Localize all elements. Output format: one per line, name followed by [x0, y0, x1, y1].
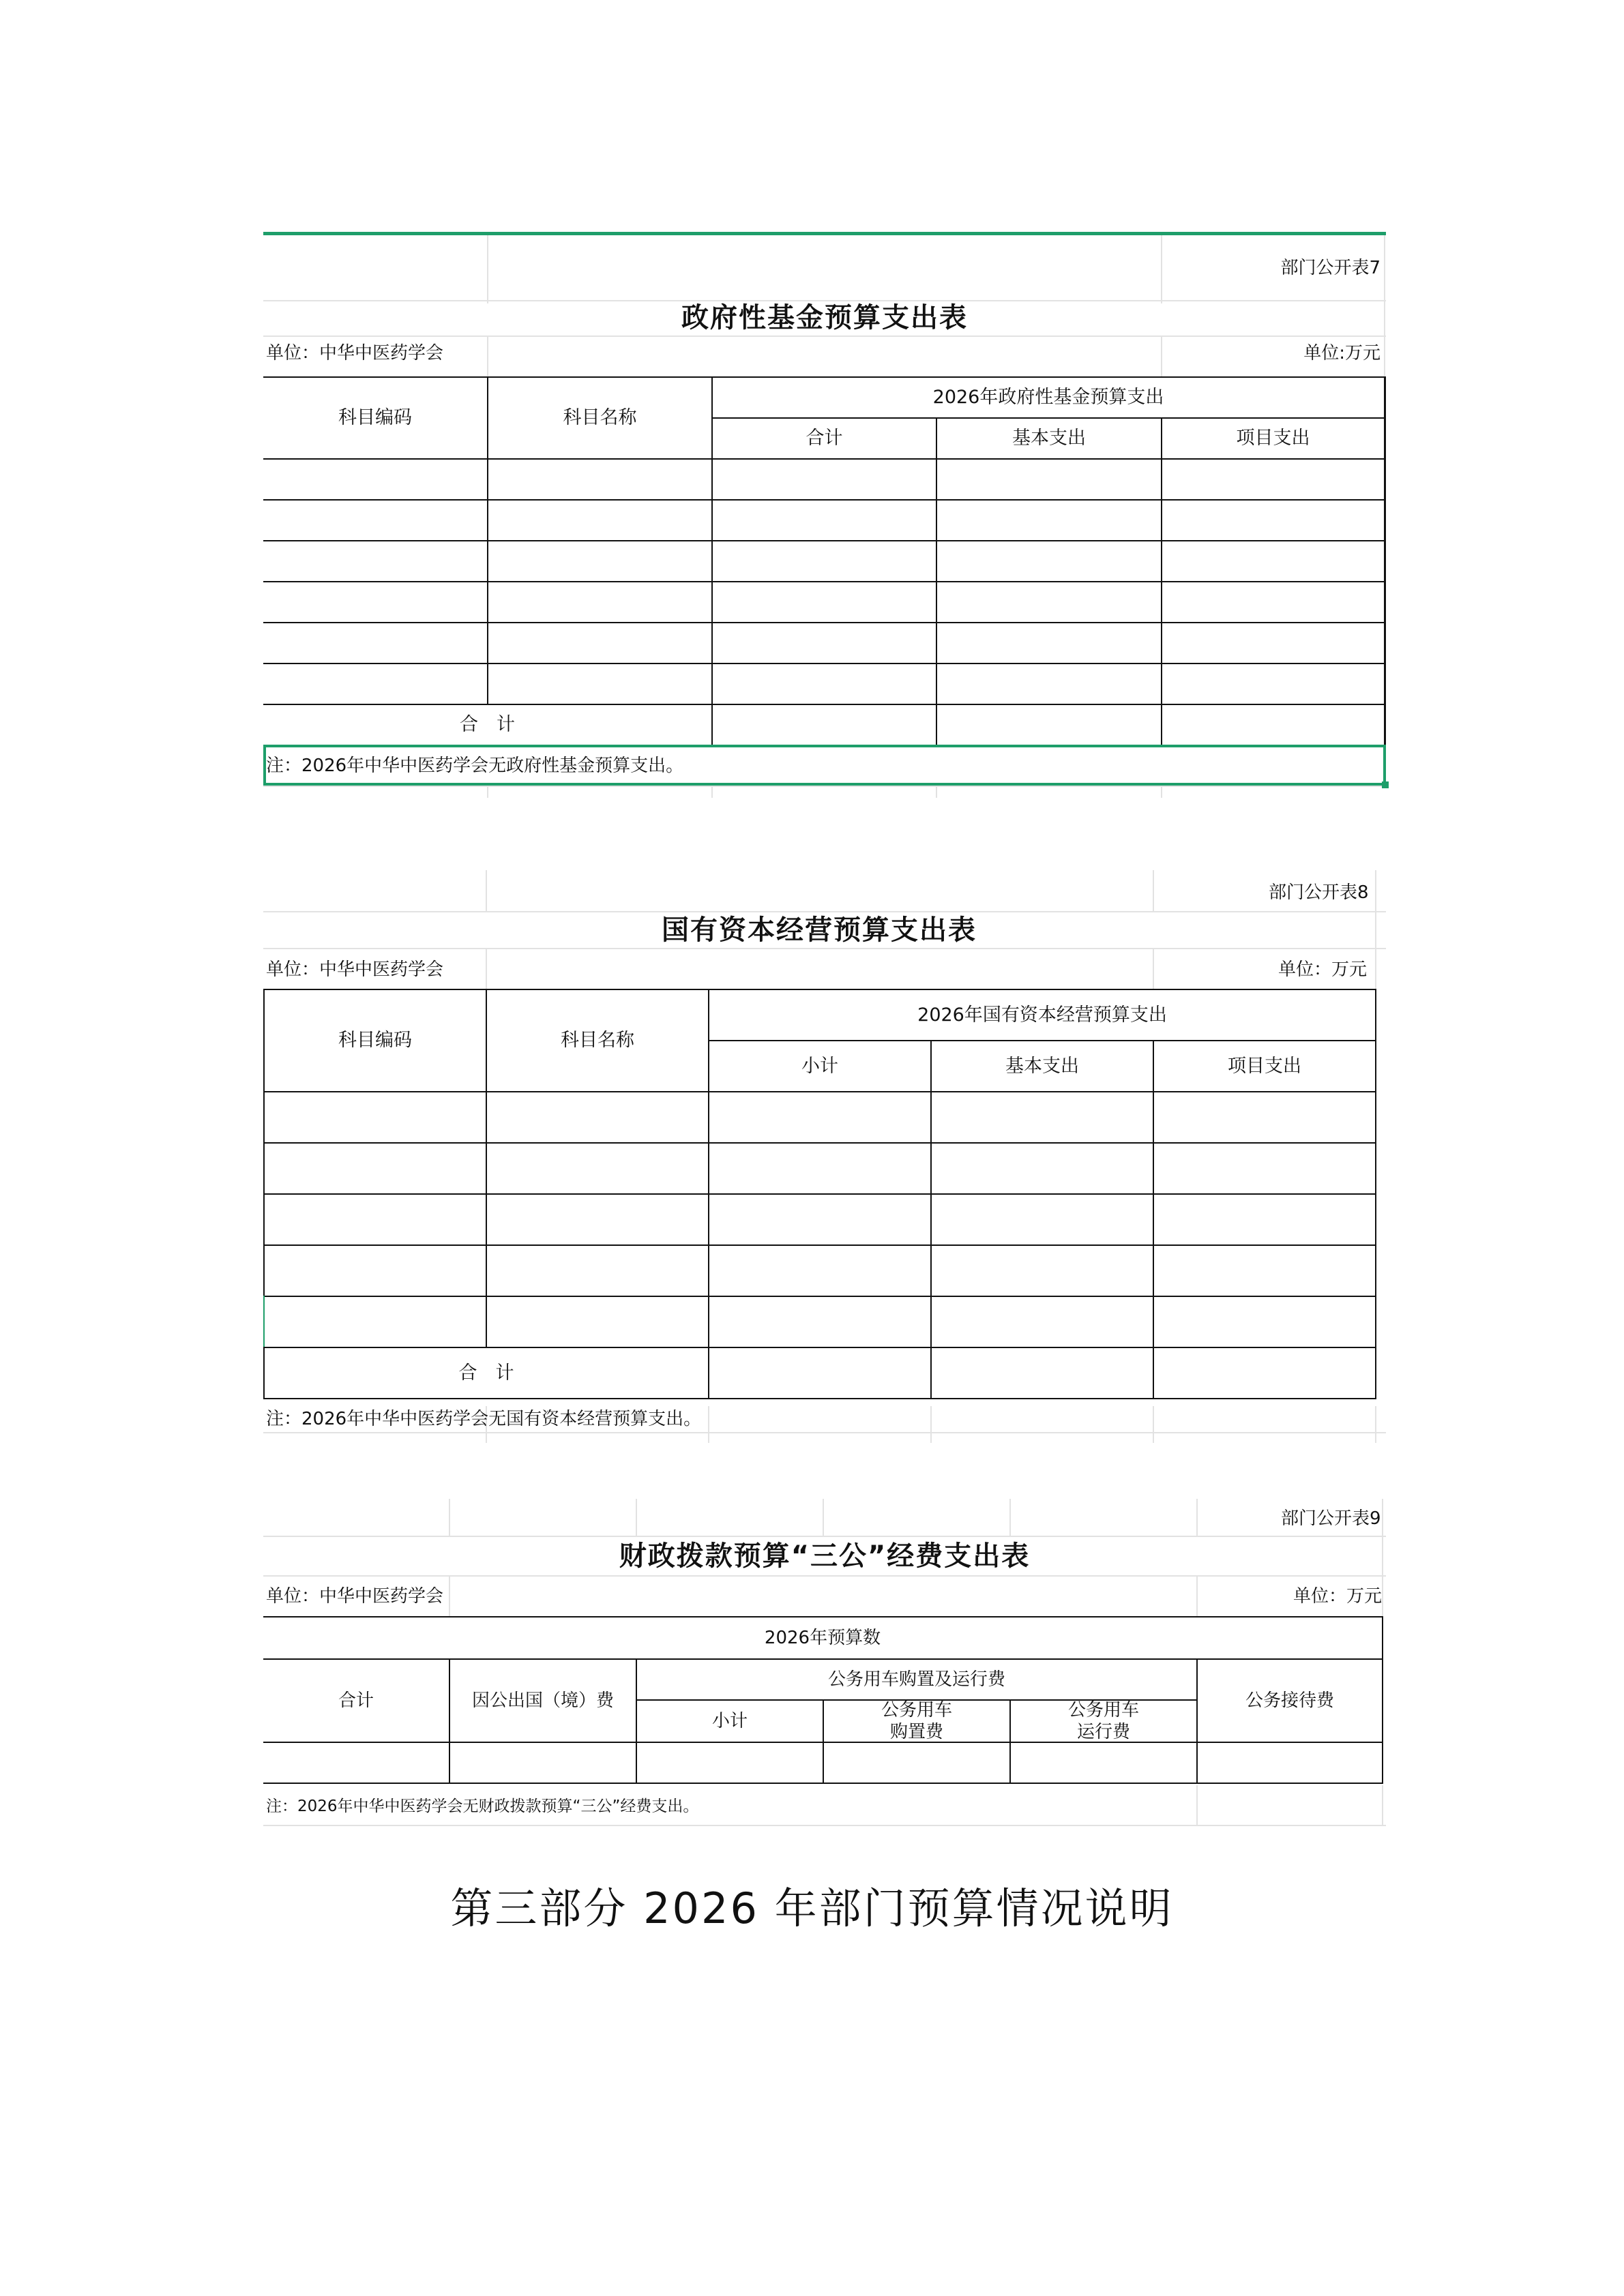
table-7-label: 部门公开表7	[1280, 258, 1381, 278]
table-9-col-subtotal: 小计	[711, 1710, 748, 1731]
table-8-sub-total: 小计	[801, 1055, 838, 1077]
table-8-note: 注：2026年中华中医药学会无国有资本经营预算支出。	[266, 1409, 702, 1429]
table-7-unit-right: 单位:万元	[1303, 343, 1381, 363]
table-7-col-name: 科目名称	[563, 407, 637, 429]
table-9-col-vehicle-run	[1011, 1701, 1196, 1742]
table-7-title: 政府性基金预算支出表	[681, 302, 968, 333]
table-9-unit-left: 单位：中华中医药学会	[266, 1586, 444, 1607]
table-7-total-label: 合 计	[460, 714, 515, 736]
table-8-sub-project: 项目支出	[1228, 1055, 1301, 1077]
table-7-government-fund	[263, 232, 1386, 798]
table-8-state-capital	[263, 870, 1386, 1443]
table-9-budget-header: 2026年预算数	[764, 1627, 881, 1648]
table-8-unit-left: 单位：中华中医药学会	[266, 959, 444, 980]
table-9-col-abroad: 因公出国（境）费	[471, 1690, 614, 1711]
table-8-label: 部门公开表8	[1269, 882, 1369, 903]
table-9-col-vehicle-group: 公务用车购置及运行费	[827, 1669, 1005, 1690]
table-8-title: 国有资本经营预算支出表	[662, 914, 977, 946]
table-8-sub-basic: 基本支出	[1005, 1055, 1079, 1077]
table-8-col-code: 科目编码	[338, 1030, 412, 1052]
part-three-title: 第三部分 2026 年部门预算情况说明	[450, 1883, 1174, 1933]
table-9-title: 财政拨款预算“三公”经费支出表	[619, 1540, 1031, 1572]
table-9-col-reception: 公务接待费	[1245, 1690, 1334, 1711]
table-9-label: 部门公开表9	[1281, 1508, 1381, 1529]
table-9-col-vehicle-purchase-line1: 公务用车	[881, 1699, 952, 1720]
table-9-col-vehicle-run-line1: 公务用车	[1067, 1699, 1139, 1720]
table-9-three-public-expenses	[263, 1499, 1386, 1826]
table-8-group-header: 2026年国有资本经营预算支出	[917, 1004, 1167, 1026]
table-7-note: 注：2026年中华中医药学会无政府性基金预算支出。	[266, 756, 684, 776]
table-7-sub-project: 项目支出	[1236, 428, 1310, 449]
table-9-col-vehicle-purchase	[824, 1701, 1009, 1742]
table-8-total-label: 合 计	[458, 1362, 514, 1384]
table-9-unit-right: 单位：万元	[1293, 1586, 1383, 1607]
table-7-group-header: 2026年政府性基金预算支出	[932, 387, 1164, 408]
table-7-sub-basic: 基本支出	[1012, 428, 1086, 449]
table-9-col-total: 合计	[338, 1690, 374, 1711]
table-7-sub-total: 合计	[806, 428, 843, 449]
table-8-unit-right: 单位：万元	[1278, 959, 1368, 980]
table-9-note: 注：2026年中华中医药学会无财政拨款预算“三公”经费支出。	[266, 1798, 699, 1815]
table-9-col-vehicle-run-line2: 运行费	[1076, 1722, 1130, 1742]
table-7-col-code: 科目编码	[338, 407, 412, 429]
table-8-col-name: 科目名称	[561, 1030, 634, 1052]
table-9-col-vehicle-purchase-line2: 购置费	[889, 1722, 943, 1742]
table-7-unit-left: 单位：中华中医药学会	[266, 343, 444, 363]
